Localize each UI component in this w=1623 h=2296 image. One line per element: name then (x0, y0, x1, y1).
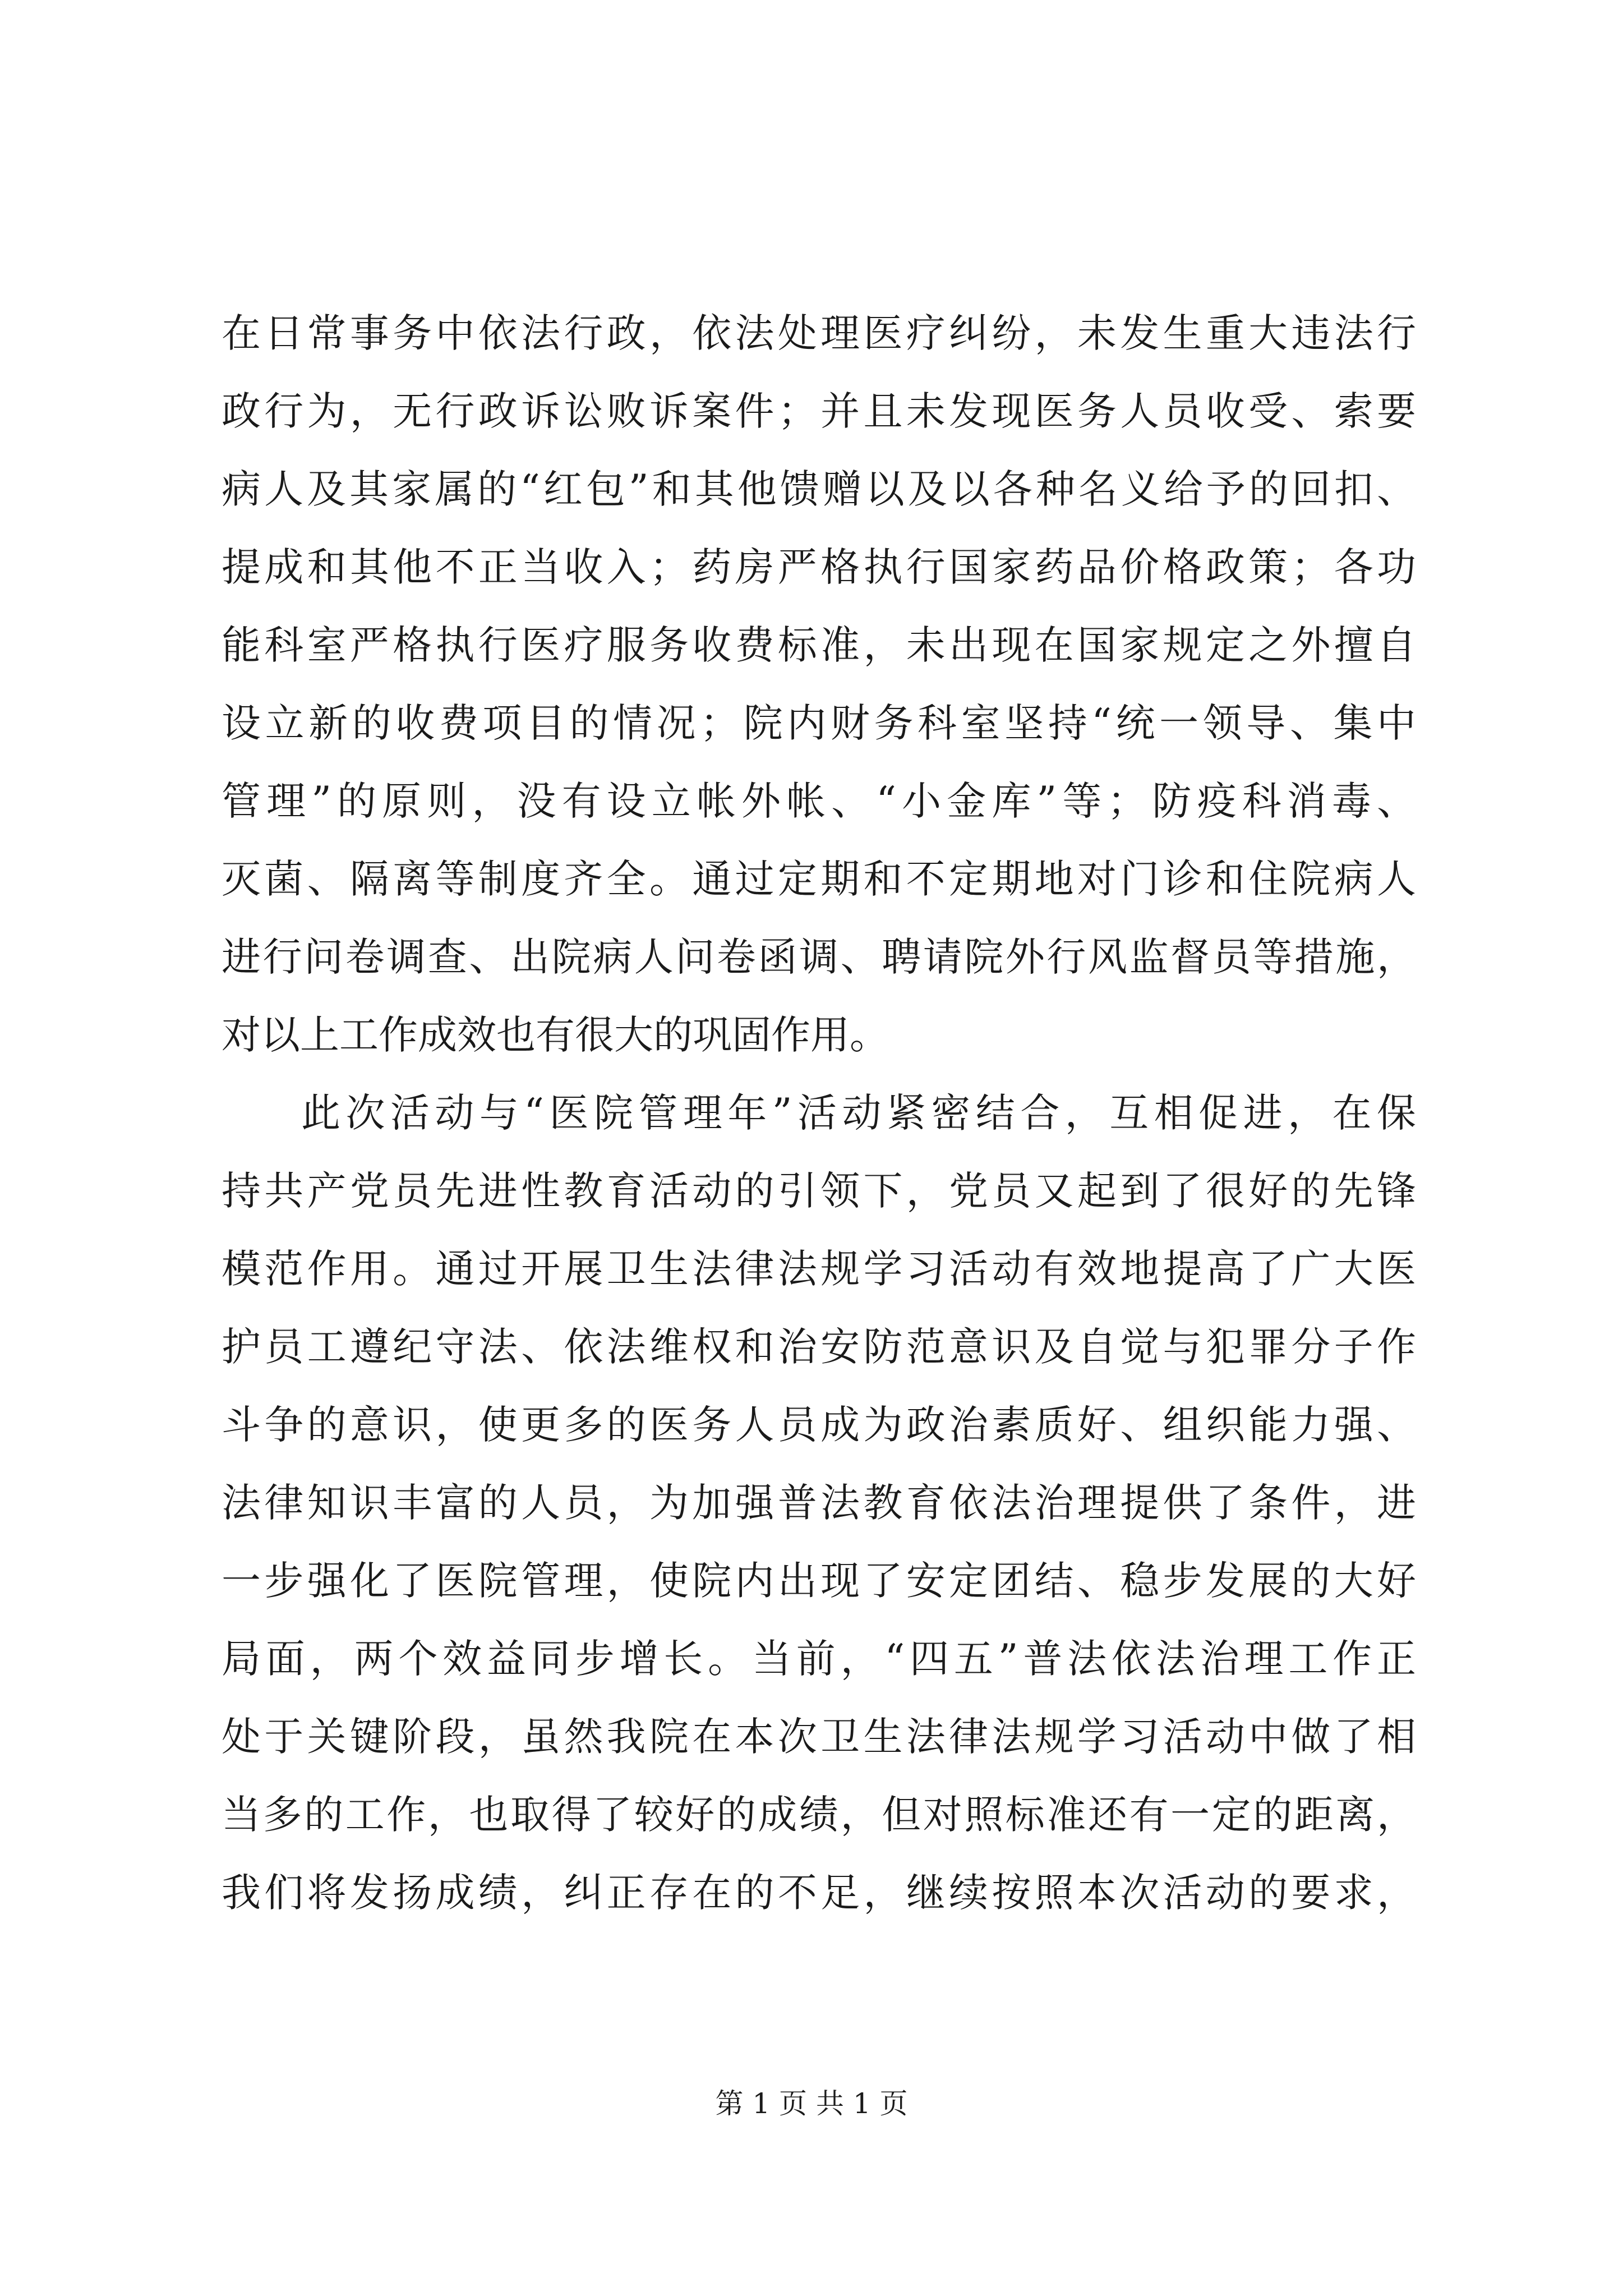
text-line: 局面，两个效益同步增长。当前，“四五”普法依法治理工作正 (222, 1636, 1416, 1682)
text-line: 提成和其他不正当收入；药房严格执行国家药品价格政策；各功 (222, 544, 1416, 590)
text-line: 管理”的原则，没有设立帐外帐、“小金库”等；防疫科消毒、 (222, 778, 1416, 824)
text-line: 当多的工作，也取得了较好的成绩，但对照标准还有一定的距离， (222, 1792, 1416, 1838)
text-line: 斗争的意识，使更多的医务人员成为政治素质好、组织能力强、 (222, 1402, 1416, 1448)
text-line: 一步强化了医院管理，使院内出现了安定团结、稳步发展的大好 (222, 1558, 1416, 1604)
text-line: 法律知识丰富的人员，为加强普法教育依法治理提供了条件，进 (222, 1480, 1416, 1526)
text-line: 模范作用。通过开展卫生法律法规学习活动有效地提高了广大医 (222, 1246, 1416, 1292)
text-line: 进行问卷调查、出院病人问卷函调、聘请院外行风监督员等措施， (222, 934, 1416, 980)
text-line: 病人及其家属的“红包”和其他馈赠以及以各种名义给予的回扣、 (222, 466, 1416, 512)
text-line: 能科室严格执行医疗服务收费标准，未出现在国家规定之外擅自 (222, 622, 1416, 668)
page-footer: 第 1 页 共 1 页 (715, 2087, 908, 2120)
text-line: 处于关键阶段，虽然我院在本次卫生法律法规学习活动中做了相 (222, 1714, 1416, 1760)
text-line: 对以上工作成效也有很大的巩固作用。 (222, 1012, 889, 1058)
text-line: 护员工遵纪守法、依法维权和治安防范意识及自觉与犯罪分子作 (222, 1324, 1416, 1370)
document-body (222, 295, 1416, 1932)
text-line: 灭菌、隔离等制度齐全。通过定期和不定期地对门诊和住院病人 (222, 856, 1416, 902)
text-line: 政行为，无行政诉讼败诉案件；并且未发现医务人员收受、索要 (222, 388, 1416, 434)
paragraph-first-line: 此次活动与“医院管理年”活动紧密结合，互相促进，在保 (301, 1090, 1416, 1136)
text-line: 在日常事务中依法行政，依法处理医疗纠纷，未发生重大违法行 (222, 310, 1416, 356)
text-line: 持共产党员先进性教育活动的引领下，党员又起到了很好的先锋 (222, 1168, 1416, 1214)
text-line: 设立新的收费项目的情况；院内财务科室坚持“统一领导、集中 (222, 700, 1416, 746)
text-line: 我们将发扬成绩，纠正存在的不足，继续按照本次活动的要求， (222, 1870, 1416, 1916)
